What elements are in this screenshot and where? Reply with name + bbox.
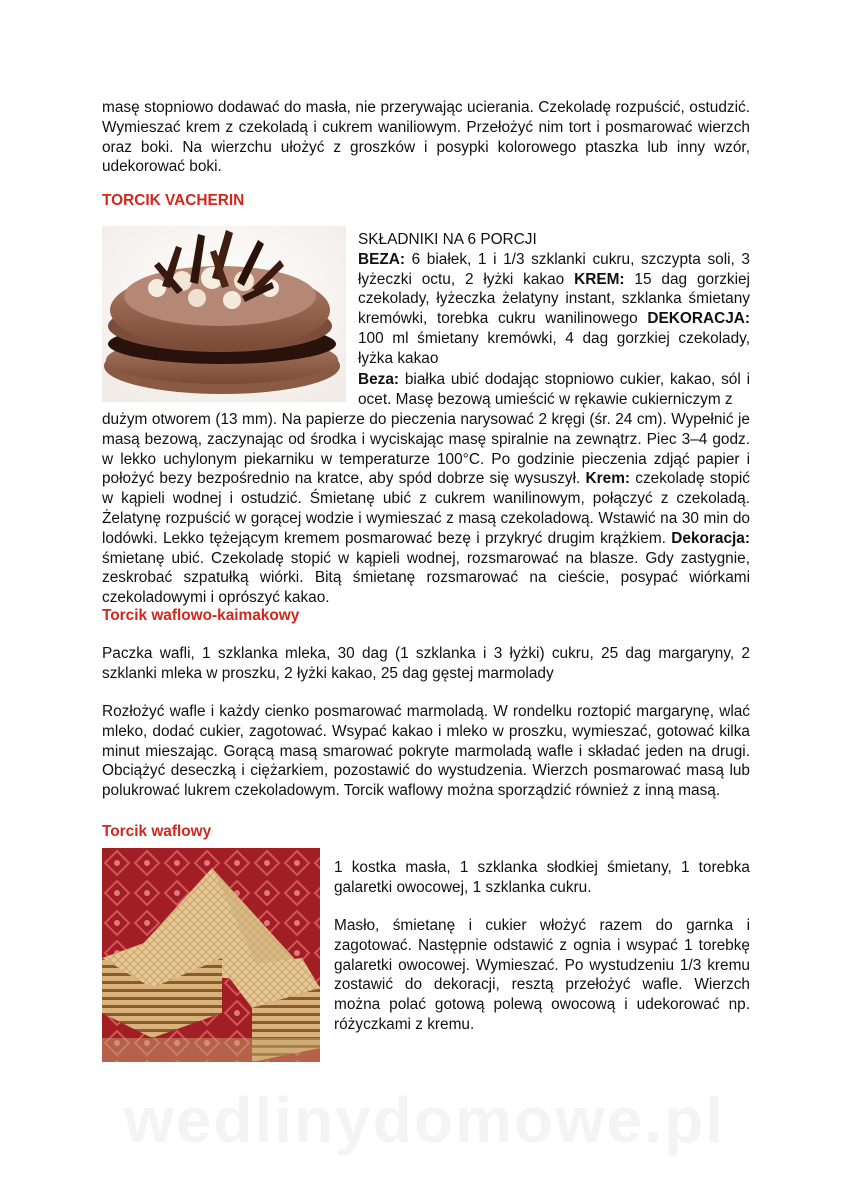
prep-krem-text: czekoladę stopić w kąpieli wodnej i ostudzić. Śmietanę ubić z cukrem wanilinowym, połączyć z czekoladą. Żelatynę rozpuścić w gorącej wodzie i wymieszać z masą czekoladową. Wstawić na 30 min do lodówki. Lekko tężejącym kremem posmarować bezę i przykryć drugim krążkiem. (102, 470, 750, 547)
servings-line: SKŁADNIKI NA 6 PORCJI (358, 231, 537, 248)
prep-krem-label: Krem: (585, 470, 631, 488)
krem-text: 15 dag gorzkiej czekolady, łyżeczka żelatyny instant, szklanka śmietany kremówki, torebka cukru wanilinowego (358, 270, 750, 328)
waflowy-method: Masło, śmietanę i cukier włożyć razem do garnka i zagotować. Następnie odstawić z ognia i wsypać 1 torebkę galaretki owocowej. Wymieszać. Po wystudzeniu 1/3 kremu zostawić do dekoracji, resztą przełożyć wafle. Wierzch można polać gotową polewą owocową i udekorować np. różyczkami z kremu. (334, 917, 750, 1033)
beza-label: BEZA: (358, 250, 406, 268)
vacherin-ingredients-text (358, 250, 750, 369)
prep-continued-text: dużym otworem (13 mm). Na papierze do pieczenia narysować 2 kręgi (śr. 24 cm). Wypełnić je masą bezową, zaczynając od środka i wyciskając masę spiralnie na zewnątrz. Piec 3–4 godz. w lekko uchylonym piekarniku w temperaturze 100°C. Po godzinie pieczenia zdjąć papier i położyć bezy bezpośrednio na kratce, aby spód dobrze się wysuszył. (102, 411, 750, 488)
intro-paragraph: masę stopniowo dodawać do masła, nie przerywając ucierania. Czekoladę rozpuścić, ostudzić. Wymieszać krem z czekoladą i cukrem waniliowym. Przełożyć nim tort i posmarować wierzch oraz boki. Na wierzchu ułożyć z groszków i posypki kolorowego ptaszka lub inny wzór, udekorować boki. (102, 99, 750, 176)
vacherin-cake-illustration (102, 226, 346, 402)
kaimakowy-method: Rozłożyć wafle i każdy cienko posmarować marmoladą. W rondelku roztopić margarynę, wlać mleko, dodać cukier, zagotować. Wsypać kakao i mleko w proszku, wymieszać, gotować kilka minut mieszając. Gorącą masą smarować pokryte marmoladą wafle i składać jeden na drugi. Obciążyć deseczką i ciężarkiem, pozostawić do wystudzenia. Wierzch posmarować masą lub polukrować lukrem czekoladowym. Torcik waflowy można sporządzić również z inną masą. (102, 703, 750, 800)
beza-text: 6 białek, 1 i 1/3 szklanki cukru, szczypta soli, 3 łyżeczki octu, 2 łyżki kakao (358, 250, 750, 288)
kaimakowy-ingredients: Paczka wafli, 1 szklanka mleka, 30 dag (1 szklanka i 3 łyżki) cukru, 25 dag margaryny, 2 szklanki mleka w proszku, 2 łyżki kakao, 25 dag gęstej marmolady (102, 645, 750, 682)
vacherin-cake-image (102, 226, 346, 402)
prep-beza-label: Beza: (358, 371, 400, 388)
wafer-cake-image (102, 848, 320, 1062)
prep-dekoracja-text: śmietanę ubić. Czekoladę stopić w kąpieli wodnej, rozsmarować na blasze. Gdy zastygnie, zeskrobać szpatułką wiórki. Bitą śmietanę rozsmarować na cieście, posypać wiórkami czekoladowymi i oprószyć kakao. (102, 549, 750, 607)
wafer-cake-illustration (102, 848, 320, 1062)
kaimakowy-heading: Torcik waflowo-kaimakowy (102, 607, 300, 624)
krem-label: KREM: (574, 270, 625, 288)
vacherin-prep-beza (358, 370, 750, 410)
prep-dekoracja-label: Dekoracja: (671, 529, 750, 547)
vacherin-heading: TORCIK VACHERIN (102, 192, 245, 209)
watermark: wedlinydomowe.pl (124, 1084, 725, 1156)
waflowy-ingredients: 1 kostka masła, 1 szklanka słodkiej śmietany, 1 torebka galaretki owocowej, 1 szklanka cukru. (334, 859, 750, 896)
vacherin-prep-continued (102, 410, 750, 608)
dekoracja-text: 100 ml śmietany kremówki, 4 dag gorzkiej czekolady, łyżka kakao (358, 329, 750, 367)
dekoracja-label: DEKORACJA: (647, 310, 750, 328)
prep-beza-text: białka ubić dodając stopniowo cukier, kakao, sól i ocet. Masę bezową umieścić w rękawie cukierniczym z (358, 371, 750, 408)
waflowy-heading: Torcik waflowy (102, 823, 212, 840)
vacherin-ingredients (358, 230, 750, 369)
